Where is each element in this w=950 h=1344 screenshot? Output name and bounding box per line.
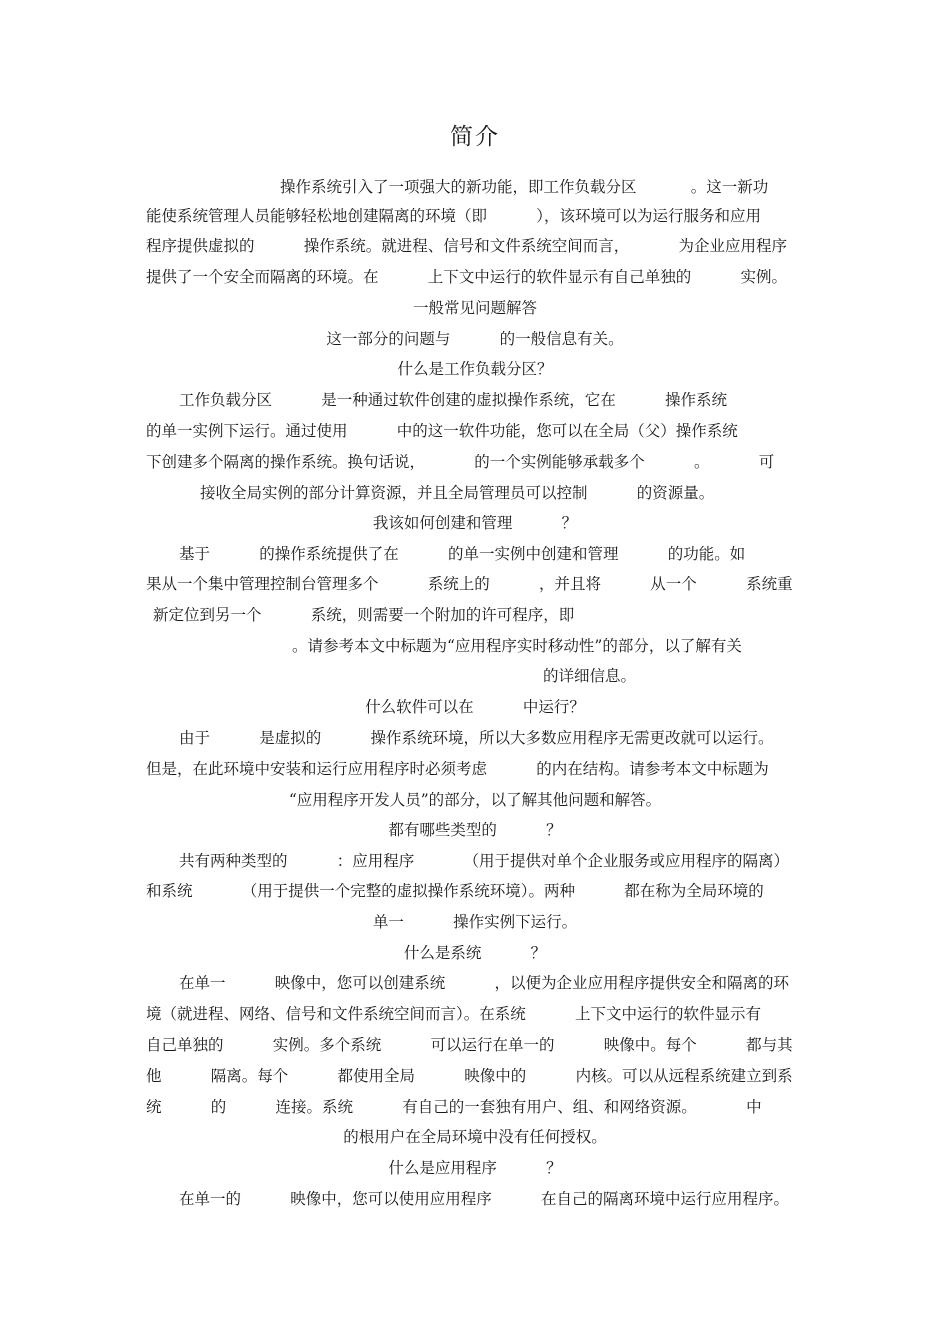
paragraph-line: 工作负载分区 是一种通过软件创建的虚拟操作系统，它在 操作系统 xyxy=(179,391,728,409)
paragraph-line: 接收全局实例的部分计算资源，并且全局管理员可以控制 的资源量。 xyxy=(200,484,715,502)
paragraph-line: 自己单独的 实例。多个系统 可以运行在单一的 映像中。每个 都与其 xyxy=(146,1036,793,1054)
paragraph-line: 果从一个集中管理控制台管理多个 系统上的 ，并且将 从一个 系统重 xyxy=(146,575,793,593)
paragraph-line: 。请参考本文中标题为“应用程序实时移动性”的部分，以了解有关 xyxy=(292,637,742,655)
section-heading: “应用程序开发人员”的部分，以了解其他问题和解答。 xyxy=(288,791,662,809)
page-title: 简介 xyxy=(450,124,500,150)
paragraph-line: 下创建多个隔离的操作系统。换句话说， 的一个实例能够承载多个 。 可 xyxy=(146,453,775,471)
paragraph-line: 都有哪些类型的 ？ xyxy=(388,821,562,839)
section-heading: 什么是应用程序 ？ xyxy=(388,1159,562,1177)
paragraph-line: 的单一实例下运行。通过使用 中的这一软件功能，您可以在全局（父）操作系统 xyxy=(146,422,738,440)
section-heading: 一般常见问题解答 xyxy=(412,299,537,317)
paragraph-line: 这一部分的问题与 的一般信息有关。 xyxy=(326,330,624,348)
paragraph-line: 统 的 连接。系统 有自己的一套独有用户、组、和网络资源。 中 xyxy=(146,1098,762,1116)
section-heading: 什么是工作负载分区？ xyxy=(397,360,553,378)
paragraph-line: 新定位到另一个 系统，则需要一个附加的许可程序，即 xyxy=(153,606,575,624)
paragraph-line: 共有两种类型的 ：应用程序 （用于提供对单个企业服务或应用程序的隔离） xyxy=(179,852,790,870)
paragraph-line: 的详细信息。 xyxy=(543,667,637,685)
section-heading: 什么软件可以在 中运行？ xyxy=(365,698,585,716)
paragraph-line: 在单一 映像中，您可以创建系统 ，以便为企业应用程序提供安全和隔离的环 xyxy=(179,974,790,992)
paragraph-line: 操作系统引入了一项强大的新功能，即工作负载分区 。这一新功 xyxy=(280,178,769,196)
paragraph-line: 单一 操作实例下运行。 xyxy=(372,913,578,931)
paragraph-line: 的根用户在全局环境中没有任何授权。 xyxy=(343,1128,607,1146)
paragraph-line: 和系统 （用于提供一个完整的虚拟操作系统环境）。两种 都在称为全局环境的 xyxy=(146,882,764,900)
paragraph-line: 在单一的 映像中，您可以使用应用程序 在自己的隔离环境中运行应用程序。 xyxy=(179,1190,790,1208)
paragraph-line: 境（就进程、网络、信号和文件系统空间而言）。在系统 上下文中运行的软件显示有 xyxy=(146,1005,762,1023)
paragraph-line: 但是，在此环境中安装和运行应用程序时必须考虑 的内在结构。请参考本文中标题为 xyxy=(146,760,769,778)
section-heading: 什么是系统 ？ xyxy=(403,944,547,962)
section-heading: 我该如何创建和管理 ？ xyxy=(372,514,578,532)
paragraph-line: 由于 是虚拟的 操作系统环境，所以大多数应用程序无需更改就可以运行。 xyxy=(179,729,774,747)
paragraph-line: 能使系统管理人员能够轻松地创建隔离的环境（即 ），该环境可以为运行服务和应用 xyxy=(146,207,762,225)
paragraph-line: 他 隔离。每个 都使用全局 映像中的 内核。可以从远程系统建立到系 xyxy=(146,1067,793,1085)
paragraph-line: 提供了一个安全而隔离的环境。在 上下文中运行的软件显示有自己单独的 实例。 xyxy=(146,268,788,286)
paragraph-line: 程序提供虚拟的 操作系统。就进程、信号和文件系统空间而言， 为企业应用程序 xyxy=(146,237,788,255)
paragraph-line: 基于 的操作系统提供了在 的单一实例中创建和管理 的功能。如 xyxy=(179,545,746,563)
